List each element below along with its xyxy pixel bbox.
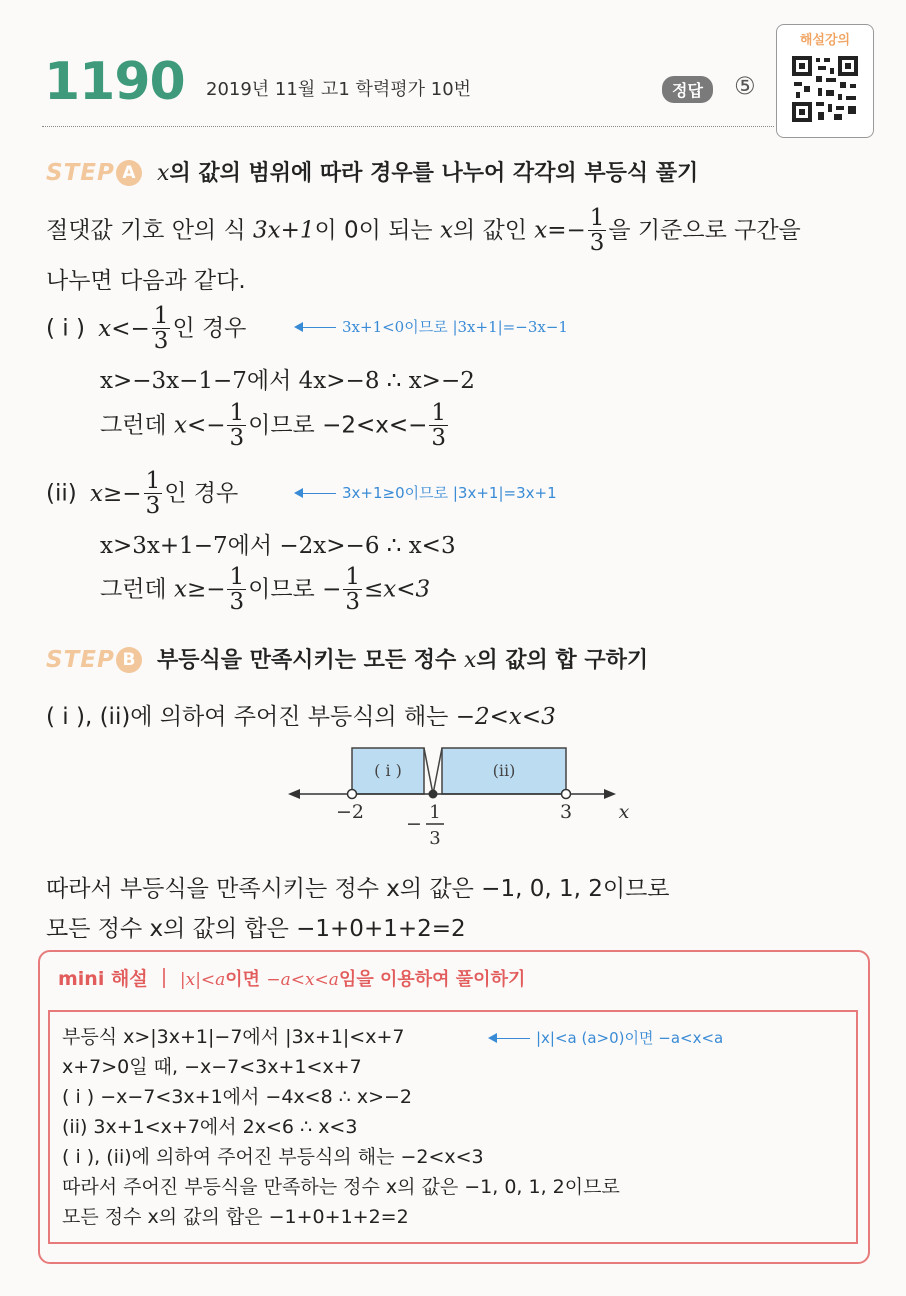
step-b-line1 [46, 698, 556, 731]
step-b-badge: B [116, 647, 142, 673]
fraction-num: 1 [589, 205, 605, 231]
intro-text: 이 0이 되는 [314, 217, 440, 244]
mini-note [490, 1027, 723, 1048]
case-1-suffix: 인 경우 [172, 315, 247, 342]
fraction-den: 3 [345, 589, 361, 615]
step-b-line2: 따라서 부등식을 만족시키는 정수 x의 값은 −1, 0, 1, 2이므로 [46, 876, 670, 902]
mini-line-4: (ii) 3x+1<x+7에서 2x<6 ∴ x<3 [62, 1116, 358, 1138]
tick-label-frac-num: 1 [429, 802, 441, 823]
case-1-note [296, 316, 568, 337]
case-2-line2 [100, 566, 430, 614]
case-1-cond: x<− [98, 315, 150, 342]
open-point-3 [562, 790, 571, 799]
mini-title-text: 이면 [225, 969, 267, 990]
fraction-den: 3 [145, 493, 161, 519]
case-1-note-text: 3x+1<0이므로 |3x+1|=−3x−1 [342, 318, 568, 336]
mini-divider [163, 968, 165, 988]
mini-line-5: ( i ), (ii)에 의하여 주어진 부등식의 해는 −2<x<3 [62, 1146, 484, 1168]
step-b-line1-text: ( i ), (ii)에 의하여 주어진 부등식의 해는 [46, 704, 456, 730]
case-1-line2 [100, 402, 450, 450]
fraction [152, 305, 171, 353]
case-2-line2-expr: ≤x<3 [364, 576, 431, 603]
intro-text: 을 기준으로 구간을 [608, 217, 801, 244]
fraction-den: 3 [431, 425, 447, 451]
mini-line-6: 따라서 주어진 부등식을 만족하는 정수 x의 값은 −1, 0, 1, 2이므로 [62, 1176, 620, 1198]
tick-label-3: 3 [559, 801, 573, 823]
mini-line-3: ( i ) −x−7<3x+1에서 −4x<8 ∴ x>−2 [62, 1086, 413, 1108]
qr-lecture-box[interactable] [776, 24, 874, 138]
step-a-title-var: x [157, 161, 170, 186]
region-1-label: ( i ) [374, 761, 402, 780]
case-2-suffix: 인 경우 [164, 480, 239, 507]
mini-line-7: 모든 정수 x의 값의 합은 −1+0+1+2=2 [62, 1206, 409, 1228]
fraction-num: 1 [345, 564, 361, 590]
step-a-heading [46, 156, 698, 187]
tick-label-frac-den: 3 [429, 828, 441, 849]
intro-text: 의 값인 [452, 217, 535, 244]
mini-line-1: 부등식 x>|3x+1|−7에서 |3x+1|<x+7 [62, 1026, 405, 1048]
open-point-neg2 [348, 790, 357, 799]
fraction-den: 3 [153, 328, 169, 354]
fraction [588, 207, 607, 255]
mini-title-text: 임을 이용하여 풀이하기 [338, 969, 526, 990]
tick-label-neg2: −2 [335, 801, 365, 823]
step-a-intro-line1 [46, 207, 801, 255]
fraction-num: 1 [431, 400, 447, 426]
step-b-line3: 모든 정수 x의 값의 합은 −1+0+1+2=2 [46, 916, 466, 942]
fraction-den: 3 [229, 425, 245, 451]
fraction [144, 470, 163, 518]
step-b-title-var: x [463, 648, 477, 673]
mini-solution-heading [58, 964, 525, 991]
case-2-heading [46, 470, 238, 518]
case-1-line1: x>−3x−1−7에서 4x>−8 ∴ x>−2 [100, 368, 475, 394]
axis-left-arrow-icon [288, 789, 300, 799]
case-2-line2-text: 이므로 − [248, 576, 342, 603]
case-2-note [296, 482, 557, 503]
case-1-label: ( i ) [46, 315, 85, 342]
case-2-cond: x≥− [90, 480, 142, 507]
step-b-title: 의 값의 합 구하기 [476, 648, 649, 673]
qr-code-icon [790, 54, 860, 124]
intro-expr: x=− [534, 217, 586, 244]
step-a-label: STEP [46, 160, 115, 186]
step-b-title: 부등식을 만족시키는 모든 정수 [157, 648, 464, 673]
answer-badge: 정답 [662, 76, 713, 103]
case-1-line2-expr: x<− [173, 412, 226, 439]
intro-text: 절댓값 기호 안의 식 [46, 217, 253, 244]
header-divider [42, 126, 774, 127]
region-boundary [424, 748, 442, 794]
number-line-diagram [280, 740, 650, 860]
axis-right-arrow-icon [604, 789, 616, 799]
fraction-num: 1 [229, 564, 245, 590]
step-a-title: 의 값의 범위에 따라 경우를 나누어 각각의 부등식 풀기 [169, 161, 699, 186]
left-arrow-icon [490, 1038, 530, 1039]
fraction-num: 1 [153, 303, 169, 329]
fraction-num: 1 [229, 400, 245, 426]
left-arrow-icon [296, 327, 336, 328]
problem-number: 1190 [44, 52, 185, 112]
mini-title-expr: |x|<a [179, 970, 226, 990]
case-1-line2-text: 그런데 [100, 412, 174, 439]
mini-note-text: |x|<a (a>0)이면 −a<x<a [536, 1029, 724, 1047]
closed-point-neg-third [429, 790, 438, 799]
fraction [227, 566, 246, 614]
case-2-line2-text: 그런데 [100, 576, 174, 603]
case-2-note-text: 3x+1≥0이므로 |3x+1|=3x+1 [342, 484, 557, 502]
step-a-badge: A [116, 160, 142, 186]
fraction-den: 3 [589, 230, 605, 256]
tick-label-frac-sign: − [406, 813, 422, 835]
fraction [429, 402, 448, 450]
intro-expr: 3x+1 [253, 217, 315, 244]
axis-var-label: x [618, 801, 630, 823]
left-arrow-icon [296, 493, 336, 494]
case-2-line1: x>3x+1−7에서 −2x>−6 ∴ x<3 [100, 533, 456, 559]
qr-label: 해설강의 [799, 33, 851, 48]
fraction-num: 1 [145, 468, 161, 494]
step-b-label: STEP [46, 647, 115, 673]
answer-value: ⑤ [734, 72, 756, 100]
case-2-line2-expr: x≥− [173, 576, 226, 603]
fraction [343, 566, 362, 614]
case-1-heading [46, 305, 246, 353]
step-b-heading [46, 643, 648, 674]
fraction-den: 3 [229, 589, 245, 615]
step-a-intro-line2: 나누면 다음과 같다. [46, 268, 246, 294]
fraction [227, 402, 246, 450]
region-2-label: (ii) [492, 761, 516, 780]
step-b-line1-expr: −2<x<3 [455, 704, 556, 730]
case-1-line2-text: 이므로 −2<x<− [248, 412, 428, 439]
intro-var: x [439, 217, 453, 244]
mini-line-2: x+7>0일 때, −x−7<3x+1<x+7 [62, 1056, 362, 1078]
problem-source: 2019년 11월 고1 학력평가 10번 [206, 79, 472, 100]
case-2-label: (ii) [46, 480, 77, 507]
mini-title-expr: −a<x<a [266, 970, 339, 990]
mini-badge: mini 해설 [58, 968, 148, 990]
